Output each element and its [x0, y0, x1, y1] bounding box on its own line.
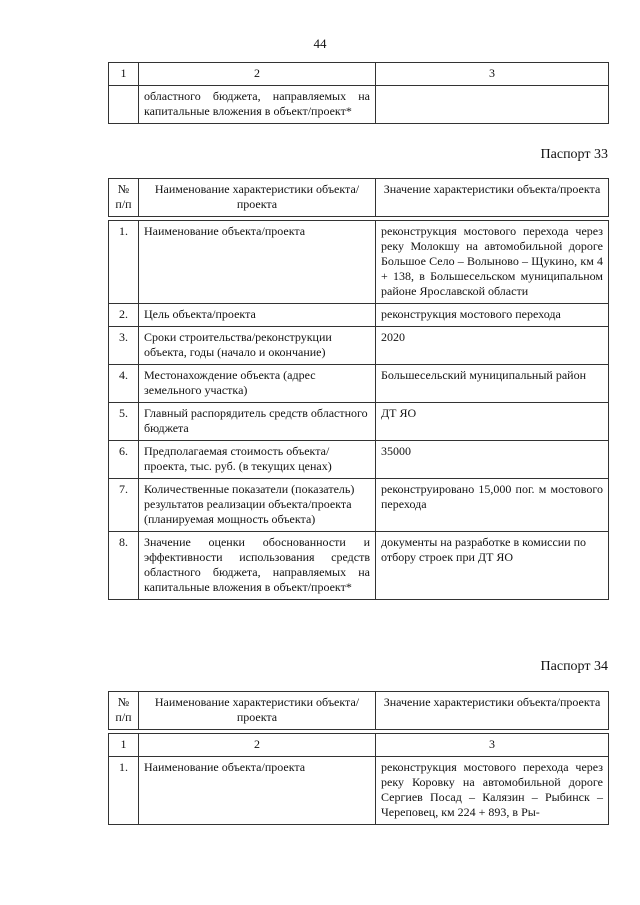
row-number: 6. [109, 441, 139, 479]
row-number: 5. [109, 403, 139, 441]
header-value: Значение характеристики объекта/проекта [376, 692, 609, 730]
row-number: 1. [109, 221, 139, 304]
row-characteristic: Сроки строительства/реконструкции объекта, годы (начало и окончание) [139, 327, 376, 365]
row-number [109, 86, 139, 124]
row-characteristic: Наименование объекта/проекта [139, 221, 376, 304]
table-row [109, 757, 609, 825]
table-row [109, 403, 609, 441]
passport-34-title: Паспорт 34 [540, 659, 608, 674]
index-cell: 3 [376, 63, 609, 86]
row-characteristic: областного бюджета, направляемых на капитальные вложения в объект/проект* [139, 86, 376, 124]
table-row [109, 221, 609, 304]
index-cell: 1 [109, 63, 139, 86]
row-value: ДТ ЯО [376, 403, 609, 441]
row-value: реконструкция мостового перехода через реку Коровку на автомобильной дороге Сергиев Посад – Калязин – Рыбинск – Череповец, км 224 + 893, в Ры- [376, 757, 609, 825]
continuation-table [108, 62, 609, 124]
index-cell: 2 [139, 734, 376, 757]
row-value [376, 86, 609, 124]
row-number: 7. [109, 479, 139, 532]
row-number: 4. [109, 365, 139, 403]
row-value: документы на разработке в комиссии по отбору строек при ДТ ЯО [376, 532, 609, 600]
row-value: реконструкция мостового перехода [376, 304, 609, 327]
table-index-row [109, 734, 609, 757]
table-header-row [109, 179, 609, 217]
row-characteristic: Цель объекта/проекта [139, 304, 376, 327]
table-row [109, 441, 609, 479]
row-characteristic: Количественные показатели (показатель) результатов реализации объекта/проекта (планируемая мощность объекта) [139, 479, 376, 532]
row-characteristic: Предполагаемая стоимость объекта/проекта, тыс. руб. (в текущих ценах) [139, 441, 376, 479]
header-number: № п/п [109, 692, 139, 730]
table-header-row [109, 692, 609, 730]
row-number: 2. [109, 304, 139, 327]
header-characteristic: Наименование характеристики объекта/проекта [139, 692, 376, 730]
table-row [109, 532, 609, 600]
table-row [109, 327, 609, 365]
passport-33-title: Паспорт 33 [540, 147, 608, 162]
table-row [109, 365, 609, 403]
row-characteristic: Местонахождение объекта (адрес земельного участка) [139, 365, 376, 403]
index-cell: 2 [139, 63, 376, 86]
header-characteristic: Наименование характеристики объекта/проекта [139, 179, 376, 217]
header-value: Значение характеристики объекта/проекта [376, 179, 609, 217]
table-row [109, 304, 609, 327]
row-value: 35000 [376, 441, 609, 479]
row-characteristic: Значение оценки обоснованности и эффективности использования средств областного бюджета, направляемых на капитальные вложения в объект/проект* [139, 532, 376, 600]
row-value: Большесельский муниципальный район [376, 365, 609, 403]
header-number: № п/п [109, 179, 139, 217]
passport-33-table [108, 178, 609, 600]
index-cell: 1 [109, 734, 139, 757]
index-cell: 3 [376, 734, 609, 757]
row-value: реконструировано 15,000 пог. м мостового перехода [376, 479, 609, 532]
page-number: 44 [313, 36, 327, 51]
row-characteristic: Главный распорядитель средств областного бюджета [139, 403, 376, 441]
table-row [109, 479, 609, 532]
row-value: реконструкция мостового перехода через реку Молокшу на автомобильной дороге Большое Село – Волыново – Щукино, км 4 + 138, в Большесельском муниципальном районе Ярославской области [376, 221, 609, 304]
row-characteristic: Наименование объекта/проекта [139, 757, 376, 825]
passport-34-table [108, 691, 609, 825]
table-row [109, 86, 609, 124]
row-number: 1. [109, 757, 139, 825]
row-number: 3. [109, 327, 139, 365]
row-value: 2020 [376, 327, 609, 365]
table-index-row [109, 63, 609, 86]
row-number: 8. [109, 532, 139, 600]
